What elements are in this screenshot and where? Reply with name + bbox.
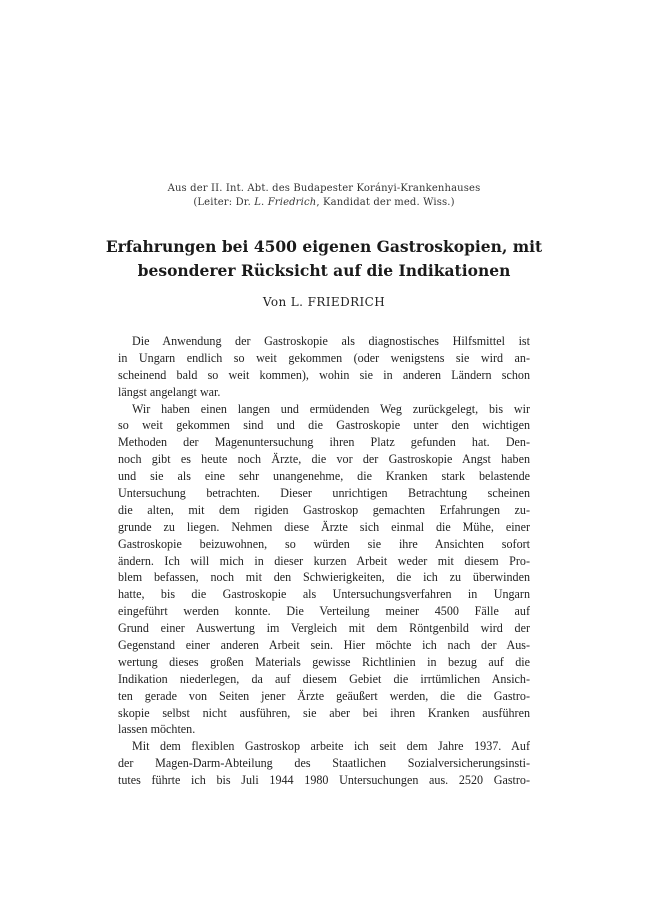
- affiliation-line-1: Aus der II. Int. Abt. des Budapester Korányi-Krankenhauses: [167, 183, 481, 194]
- article-title-line-1: Erfahrungen bei 4500 eigenen Gastroskopien, mit: [105, 237, 543, 256]
- body-line: blem befassen, noch mit den Schwierigkeiten, die ich zu überwinden: [118, 570, 530, 585]
- body-line: noch gibt es heute noch Ärzte, die vor der Gastroskopie Angst haben: [118, 452, 530, 467]
- body-line: der Magen-Darm-Abteilung des Staatlichen Sozialversicherungsinsti-: [118, 756, 530, 771]
- author-byline: Von L. FRIEDRICH: [262, 295, 386, 309]
- body-line: und sie als eine sehr unangenehme, die Kranken stark belastende: [118, 469, 530, 484]
- body-line: eingeführt werden konnte. Die Verteilung meiner 4500 Fälle auf: [118, 604, 530, 619]
- body-line: skopie selbst nicht ausführen, sie aber bei ihren Kranken ausführen: [118, 705, 530, 720]
- affiliation-suffix: , Kandidat der med. Wiss.): [316, 197, 455, 208]
- affiliation-director-name: L. Friedrich: [254, 197, 317, 208]
- affiliation-prefix: (Leiter: Dr.: [193, 197, 255, 208]
- body-line: längst angelangt war.: [118, 384, 221, 399]
- body-line: tutes führte ich bis Juli 1944 1980 Untersuchungen aus. 2520 Gastro-: [118, 773, 530, 788]
- body-line: Indikation niederlegen, da auf diesem Gebiet die irrtümlichen Ansich-: [118, 671, 530, 686]
- body-line: die alten, mit dem rigiden Gastroskop gemachten Erfahrungen zu-: [118, 502, 530, 517]
- affiliation-line-2: [0, 197, 648, 208]
- body-line: Mit dem flexiblen Gastroskop arbeite ich seit dem Jahre 1937. Auf: [132, 739, 530, 754]
- body-line: Methoden der Magenuntersuchung ihren Platz gefunden hat. Den-: [118, 435, 530, 450]
- body-line: scheinend bald so weit kommen), wohin sie in anderen Ländern schon: [118, 367, 530, 382]
- article-title-line-2: besonderer Rücksicht auf die Indikationen: [137, 261, 511, 280]
- body-line: ändern. Ich will mich in dieser kurzen Arbeit weder mit diesem Pro-: [118, 553, 530, 568]
- body-line: ten gerade von Seiten jener Ärzte geäußert werden, die die Gastro-: [118, 688, 530, 703]
- body-line: so weit gekommen sind und die Gastroskopie unter den wichtigen: [118, 418, 530, 433]
- body-line: Wir haben einen langen und ermüdenden Weg zurückgelegt, bis wir: [132, 401, 530, 416]
- body-line: lassen möchten.: [118, 722, 196, 737]
- body-line: wertung dieses großen Materials gewisse Richtlinien in bezug auf die: [118, 654, 530, 669]
- body-line: hatte, bis die Gastroskopie als Untersuchungsverfahren in Ungarn: [118, 587, 530, 602]
- body-line: in Ungarn endlich so weit gekommen (oder wenigstens sie wird an-: [118, 350, 530, 365]
- body-paragraphs: [118, 333, 530, 789]
- body-line: grunde zu liegen. Nehmen diese Ärzte sich einmal die Mühe, einer: [118, 519, 530, 534]
- body-line: Untersuchung betrachten. Dieser unrichtigen Betrachtung scheinen: [118, 486, 530, 501]
- body-line: Grund einer Auswertung im Vergleich mit dem Röntgenbild wird der: [118, 621, 530, 636]
- body-line: Gastroskopie beizuwohnen, so würden sie ihre Ansichten sofort: [118, 536, 530, 551]
- body-line: Gegenstand einer anderen Arbeit sein. Hier möchte ich nach der Aus-: [118, 638, 530, 653]
- body-line: Die Anwendung der Gastroskopie als diagnostisches Hilfsmittel ist: [132, 334, 530, 348]
